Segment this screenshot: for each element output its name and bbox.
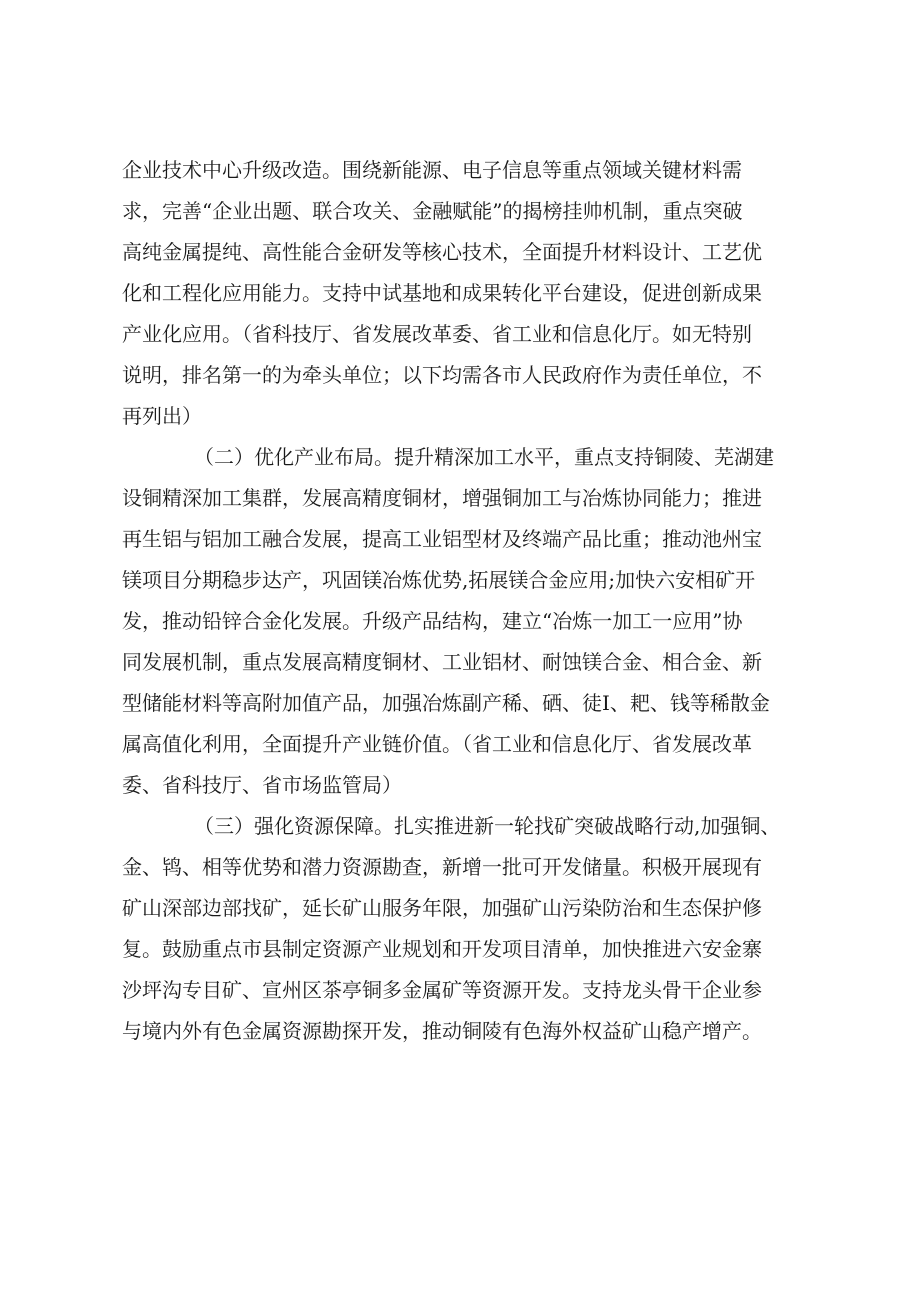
text-line: 镁项目分期稳步达产，巩固镁冶炼优势,拓展镁合金应用;加快六安相矿开	[122, 568, 756, 592]
text-line: 型储能材料等高附加值产品，加强冶炼副产稀、硒、徒I、耙、钱等稀散金	[122, 691, 770, 715]
text-line: 金、鸨、相等优势和潜力资源勘查，新增一批可开发储量。积极开展现有	[122, 855, 762, 879]
paragraph-3	[122, 806, 827, 1052]
text-line: （二）优化产业布局。提升精深加工水平，重点支持铜陵、芜湖建	[194, 445, 774, 469]
text-line: 再生铝与铝加工融合发展，提高工业铝型材及终端产品比重；推动池州宝	[122, 527, 762, 551]
text-line: 化和工程化应用能力。支持中试基地和成果转化平台建设，促进创新成果	[122, 281, 762, 305]
text-line: 复。鼓励重点市县制定资源产业规划和开发项目清单，加快推进六安金寨	[122, 937, 762, 961]
text-line: （三）强化资源保障。扎实推进新一轮找矿突破战略行动,加强铜、	[194, 814, 781, 838]
text-line: 高纯金属提纯、高性能合金研发等核心技术，全面提升材料设计、工艺优	[122, 240, 762, 264]
text-line: 沙坪沟专目矿、宣州区茶亭铜多金属矿等资源开发。支持龙头骨干企业参	[122, 978, 762, 1002]
text-line: 说明，排名第一的为牵头单位；以下均需各市人民政府作为责任单位，不	[122, 363, 762, 387]
text-line: 同发展机制，重点发展高精度铜材、工业铝材、耐蚀镁合金、相合金、新	[122, 650, 762, 674]
text-line: 产业化应用。（省科技厅、省发展改革委、省工业和信息化厅。如无特别	[122, 322, 752, 346]
text-line: 再列出）	[122, 404, 202, 428]
text-line: 委、省科技厅、省市场监管局）	[122, 773, 402, 797]
text-line: 矿山深部边部找矿，延长矿山服务年限，加强矿山污染防治和生态保护修	[122, 896, 762, 920]
text-line: 求，完善“企业出题、联合攻关、金融赋能”的揭榜挂帅机制，重点突破	[122, 199, 743, 223]
text-line: 企业技术中心升级改造。围绕新能源、电子信息等重点领域关键材料需	[122, 158, 742, 182]
text-line: 与境内外有色金属资源勘探开发，推动铜陵有色海外权益矿山稳产增产。	[122, 1019, 762, 1043]
text-line: 发，推动铅锌合金化发展。升级产品结构，建立“冶炼一加工一应用”协	[122, 609, 743, 633]
document-body	[122, 150, 827, 1052]
paragraph-1	[122, 150, 827, 437]
paragraph-2	[122, 437, 827, 806]
text-line: 属高值化利用，全面提升产业链价值。（省工业和信息化厅、省发展改革	[122, 732, 752, 756]
text-line: 设铜精深加工集群，发展高精度铜材，增强铜加工与冶炼协同能力；推进	[122, 486, 762, 510]
